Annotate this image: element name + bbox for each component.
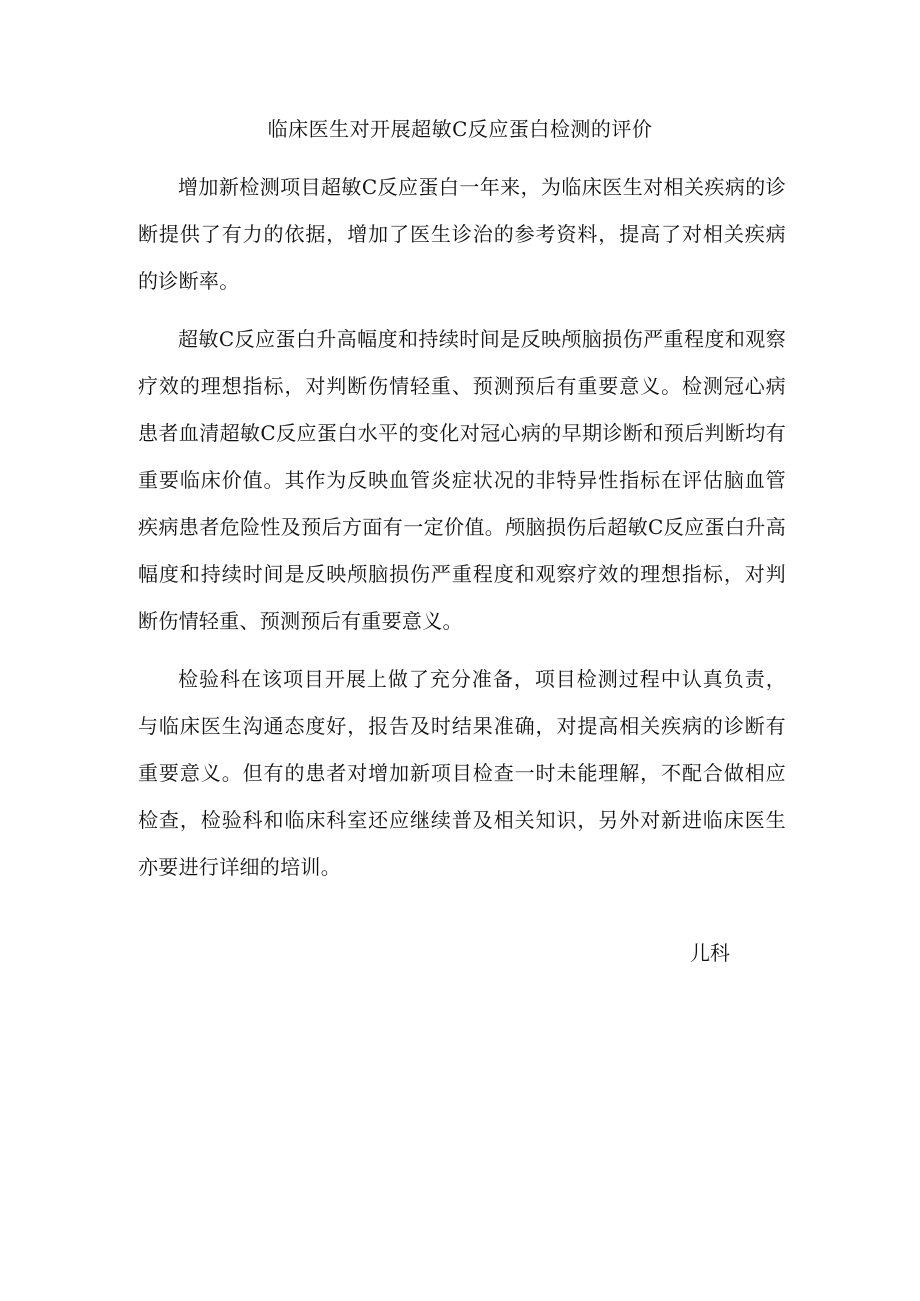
document-title: 临床医生对开展超敏C反应蛋白检测的评价 (267, 117, 653, 141)
paragraph-1: 增加新检测项目超敏C反应蛋白一年来，为临床医生对相关疾病的诊断提供了有力的依据，增加了医生诊治的参考资料，提高了对相关疾病的诊断率。 (138, 175, 786, 293)
document-body (138, 164, 786, 902)
paragraph-2: 超敏C反应蛋白升高幅度和持续时间是反映颅脑损伤严重程度和观察疗效的理想指标，对判断伤情轻重、预测预后有重要意义。检测冠心病患者血清超敏C反应蛋白水平的变化对冠心病的早期诊断和预后判断均有重要临床价值。其作为反映血管炎症状况的非特异性指标在评估脑血管疾病患者危险性及预后方面有一定价值。颅脑损伤后超敏C反应蛋白升高幅度和持续时间是反映颅脑损伤严重程度和观察疗效的理想指标，对判断伤情轻重、预测预后有重要意义。 (138, 327, 786, 633)
signature-department: 儿科 (690, 941, 730, 965)
paragraph-3: 检验科在该项目开展上做了充分准备，项目检测过程中认真负责，与临床医生沟通态度好，报告及时结果准确，对提高相关疾病的诊断有重要意义。但有的患者对增加新项目检查一时未能理解，不配合做相应检查，检验科和临床科室还应继续普及相关知识，另外对新进临床医生亦要进行详细的培训。 (138, 667, 786, 879)
